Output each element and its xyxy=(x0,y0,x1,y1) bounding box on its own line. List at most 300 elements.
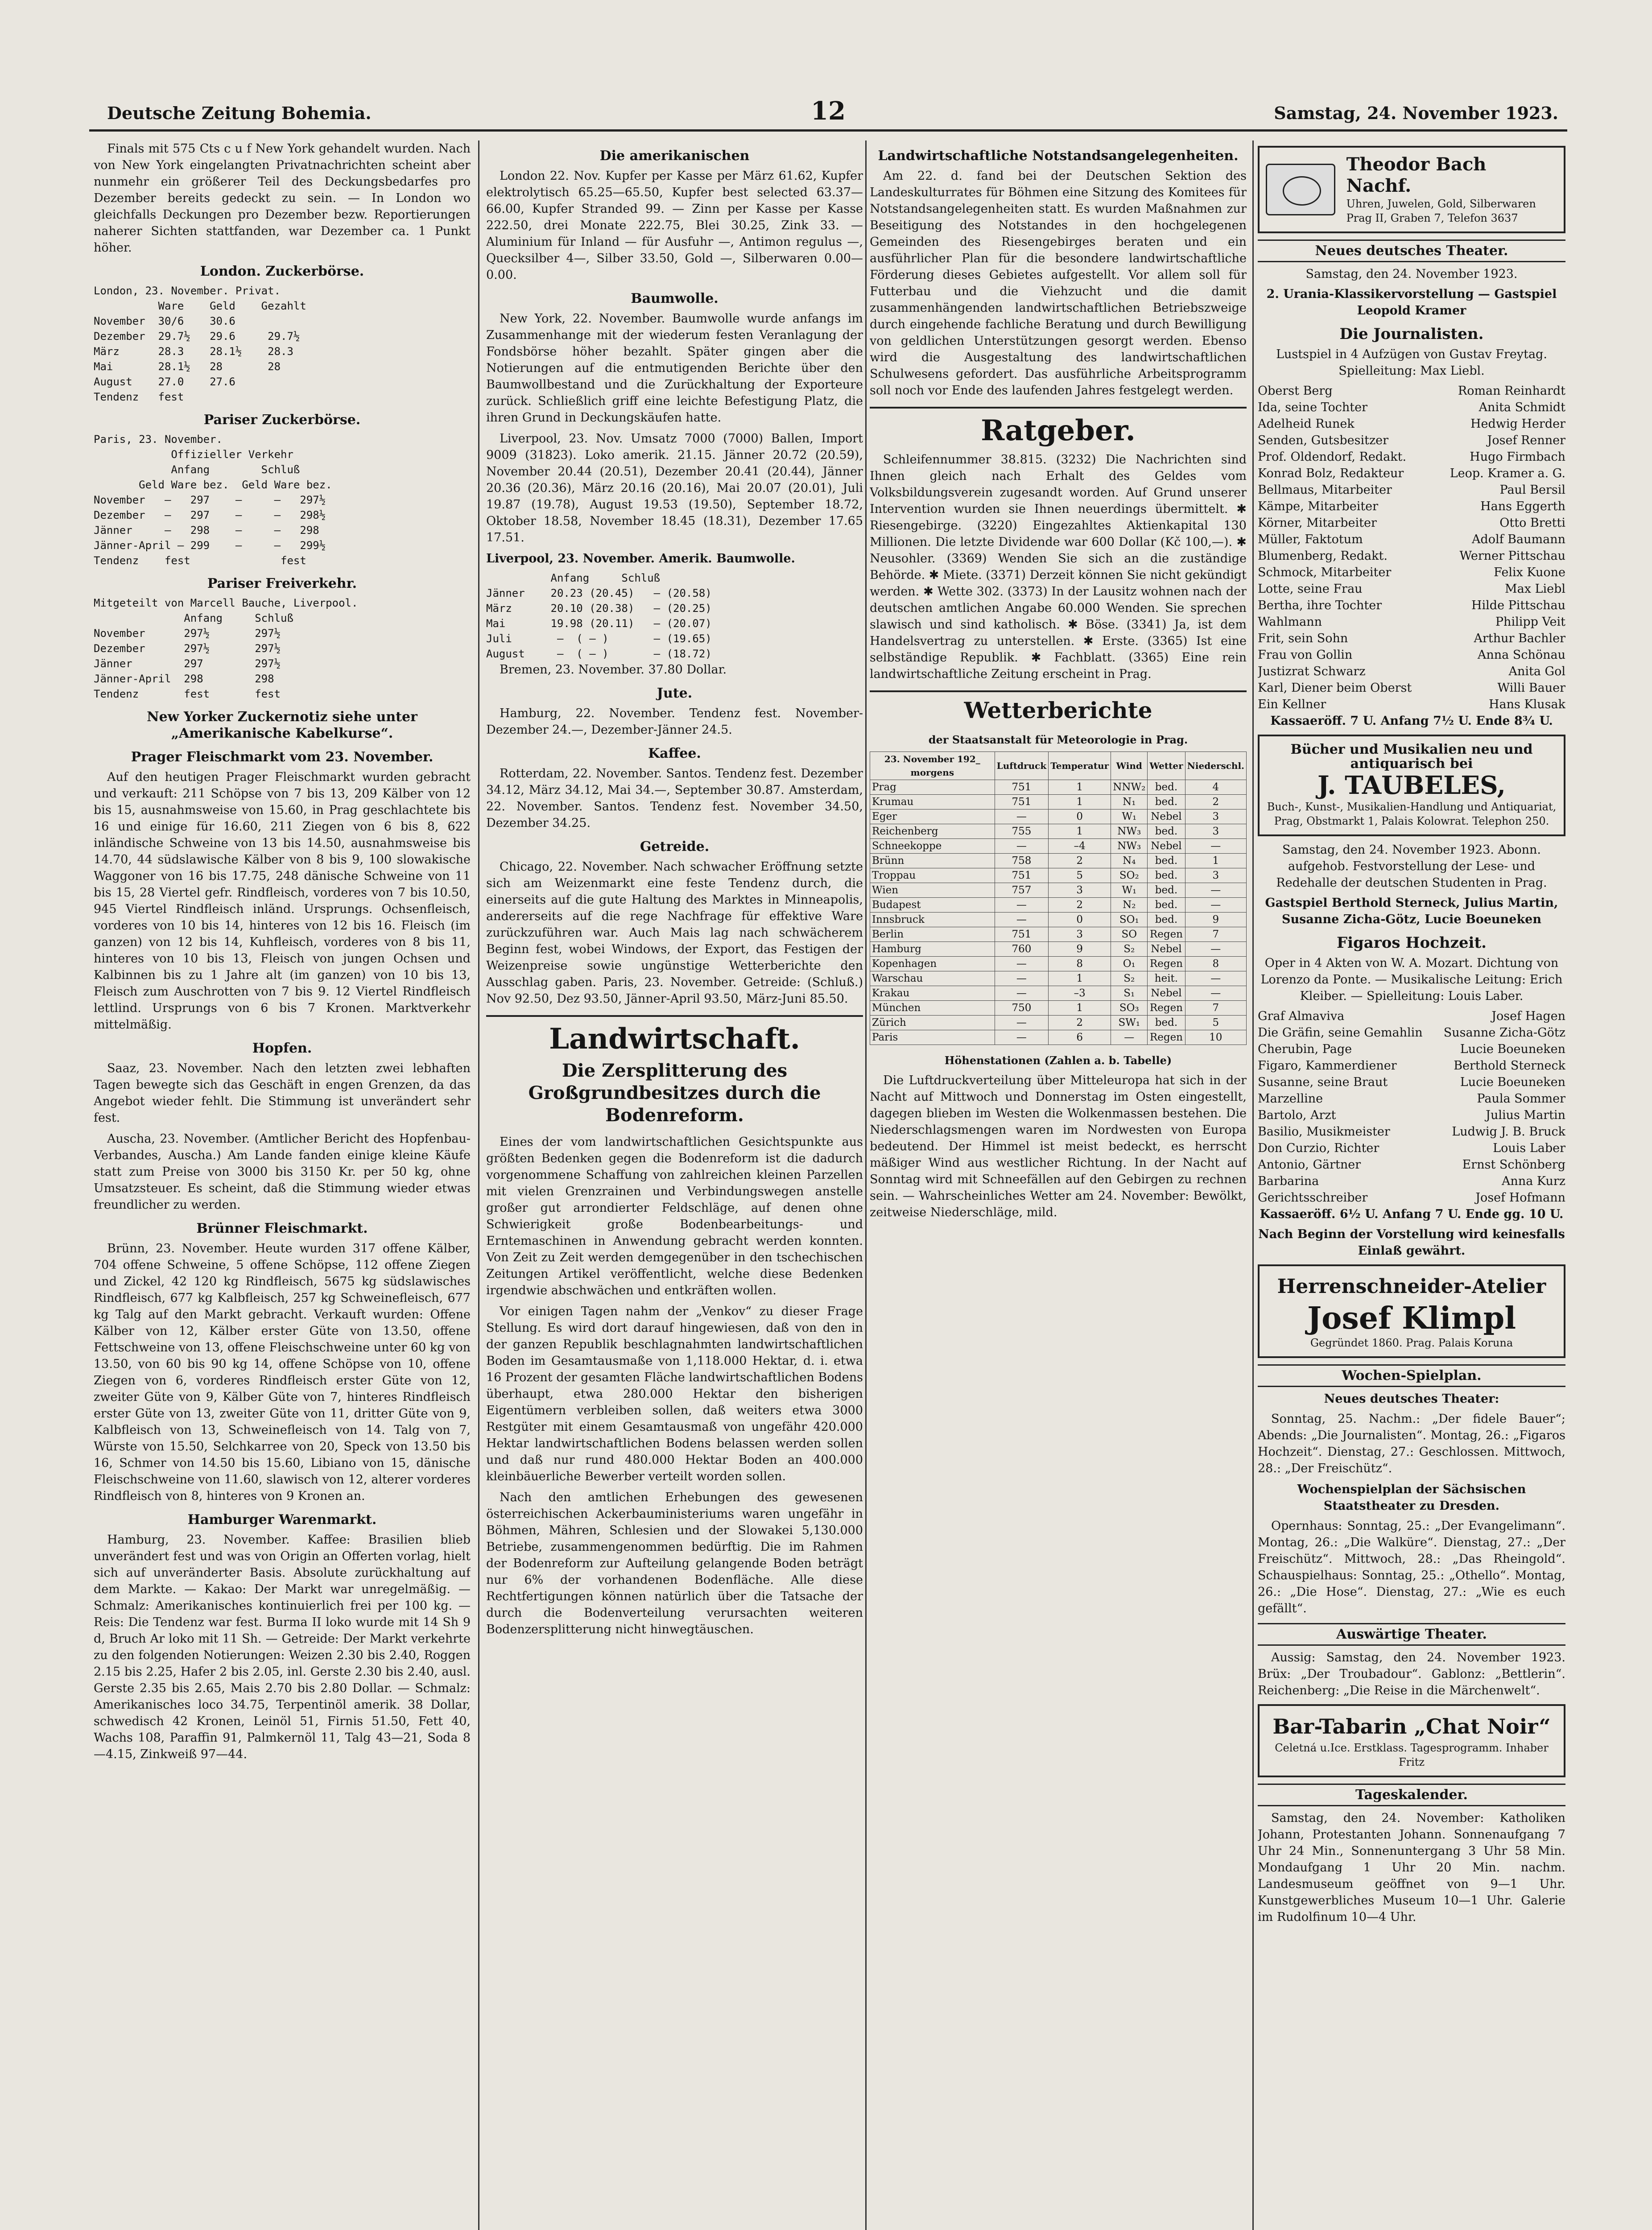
role-name: Barbarina xyxy=(1258,1174,1319,1188)
actor-name: Susanne Zicha-Götz xyxy=(1443,1026,1565,1040)
actor-name: Lucie Boeuneken xyxy=(1460,1075,1565,1089)
weather-cell: 5 xyxy=(1185,1016,1246,1030)
role-name: Bellmaus, Mitarbeiter xyxy=(1258,483,1392,497)
section-heading: Die amerikanischen xyxy=(599,148,750,164)
weather-cell: — xyxy=(1185,883,1246,898)
cast-row xyxy=(1258,630,1565,647)
weather-cell: 8 xyxy=(1049,957,1111,971)
weather-cell: NW₃ xyxy=(1111,824,1148,839)
cast-row xyxy=(1258,548,1565,564)
weather-cell: Nebel xyxy=(1148,986,1185,1001)
weather-cell: — xyxy=(1185,971,1246,986)
weather-cell: –3 xyxy=(1049,986,1111,1001)
ad-line: Bücher und Musikalien neu und antiquarisch bei xyxy=(1290,742,1533,772)
section-heading: Getreide. xyxy=(640,839,710,855)
cast-row xyxy=(1258,680,1565,696)
actor-name: Hans Klusak xyxy=(1489,698,1565,711)
cast-row xyxy=(1258,1140,1565,1156)
section-title-agriculture: Landwirtschaft. xyxy=(486,1015,863,1057)
section-heading: Wochen-Spielplan. xyxy=(1258,1364,1565,1387)
ad-name: Theodor Bach Nachf. xyxy=(1346,154,1487,196)
table-row xyxy=(870,883,1247,898)
cast-row xyxy=(1258,416,1565,432)
table-row xyxy=(870,780,1247,795)
weather-cell: 1 xyxy=(1049,795,1111,809)
festival-guests: Gastspiel Berthold Sterneck, Julius Martin, Susanne Zicha-Götz, Lucie Boeuneken xyxy=(1265,896,1558,926)
table-row xyxy=(870,957,1247,971)
paris-sugar-table: Paris, 23. November. Offizieller Verkehr Anfang Schluß Geld Ware bez. Geld Ware bez. November — 297 — — 297½ Dezember — 297 — — 298½ Jänner — 298 — — 298 Jänner-April — 299 — — 299½ Tendenz fest fest xyxy=(94,433,332,567)
table-row xyxy=(870,1030,1247,1045)
ad-line: Gegründet 1860. Prag. Palais Koruna xyxy=(1310,1337,1513,1349)
weather-cell: 1 xyxy=(1049,780,1111,795)
ad-taubeles xyxy=(1258,735,1565,836)
article-paragraph: Brünn, 23. November. Heute wurden 317 offene Kälber, 704 offene Schweine, 5 offene Schöpse, 112 offene Ziegen und Zickel, 42 120 kg Rindfleisch, 5675 kg südslawisches Rindfleisch, 677 kg Kalbfleisch, 257 kg Schweinefleisch, 677 kg Talg auf den Markt gebracht. Verkauft wurden: Offene Kälber von 12, Kälber erster Güte von 13.50, offene Fettschweine von 13, offene Fleischschweine unter 60 kg von 13.50, von 60 bis 90 kg 14, offene Schöpse von 10, offene Ziegen von 6, vorderes Rindfleisch erster Güte von 12, zweiter Güte von 9, Kälber Güte von 7, hinteres Rindfleisch erster Güte von 13, zweiter Güte von 11, dritter Güte von 9, Kalbfleisch von 13, Schweinefleisch von 14. Talg von 7, Würste von 15.50, Selchkarree von 20, Speck von 13.50 bis 16, Schmer von 14.50 bis 15.60, Libiano von 15, dänische Fleischschweine von 11.60, slawisch von 12, alterer vorderes Rindfleisch von 8, hinteres von 9 Kronen an. xyxy=(94,1242,471,1503)
weather-cell: 10 xyxy=(1185,1030,1246,1045)
sugar-price-table: London, 23. November. Privat. Ware Geld Gezahlt November 30/6 30.6 Dezember 29.7½ 29.6 29.7½ März 28.3 28.1½ 28.3 Mai 28.1½ 28 28 August 27.0 27.6 Tendenz fest xyxy=(94,285,306,403)
cast-row xyxy=(1258,1074,1565,1090)
weather-cell: 3 xyxy=(1185,809,1246,824)
weather-cell: S₁ xyxy=(1111,986,1148,1001)
ad-line: Celetná u.Ice. Erstklass. Tagesprogramm. Inhaber Fritz xyxy=(1275,1742,1549,1768)
weather-cell: heit. xyxy=(1148,971,1185,986)
station-name: Krakau xyxy=(870,986,995,1001)
cast-row xyxy=(1258,399,1565,416)
article-paragraph: Hamburg, 23. November. Kaffee: Brasilien blieb unverändert fest und was von Origin an Offerten vorlag, hielt sich auf unveränderter Basis. Absolute zurückhaltung auf dem Markte. — Kakao: Der Markt war unregelmäßig. — Schmalz: Amerikanisches kontinuierlich frei per 100 kg. — Reis: Die Tendenz war fest. Burma II loko wurde mit 14 Sh 9 d, Bruch Ar loko mit 11 Sh. — Getreide: Der Markt verkehrte zu den folgenden Notierungen: Weizen 2.30 bis 2.40, Roggen 2.15 bis 2.25, Hafer 2 bis 2.05, inl. Gerste 2.30 bis 2.40, ausl. Gerste 2.35 bis 2.65, Mais 2.70 bis 2.80 Dollar. — Schmalz: Amerikanisches loco 34.75, Terpentinöl amerik. 38 Dollar, schwedisch 42 Kronen, Leinöl 51, Firnis 51.50, Fett 40, Wachs 108, Paraffin 91, Palmkernöl 11, Talg 43—21, Soda 8—4.15, Zinkweiß 97—44. xyxy=(94,1533,471,1761)
ad-name: Josef Klimpl xyxy=(1307,1301,1516,1336)
weather-cell: 1 xyxy=(1049,971,1111,986)
table-row xyxy=(870,1001,1247,1016)
station-name: Krumau xyxy=(870,795,995,809)
section-heading: Auswärtige Theater. xyxy=(1258,1623,1565,1646)
weather-cell: 1 xyxy=(1049,824,1111,839)
actor-name: Hilde Pittschau xyxy=(1471,599,1565,612)
weather-cell: SO xyxy=(1111,927,1148,942)
column-divider xyxy=(1252,140,1254,2230)
weather-cell: 9 xyxy=(1049,942,1111,957)
weather-cell: 3 xyxy=(1049,927,1111,942)
station-name: Berlin xyxy=(870,927,995,942)
cast-row xyxy=(1258,383,1565,399)
section-heading: Landwirtschaftliche Notstandsangelegenheiten. xyxy=(878,148,1239,164)
column-advice-weather xyxy=(870,140,1247,2230)
weather-cell: — xyxy=(995,986,1049,1001)
role-name: Adelheid Runek xyxy=(1258,417,1355,431)
weather-cell: 5 xyxy=(1049,868,1111,883)
cast-row xyxy=(1258,1057,1565,1074)
actor-name: Hugo Firmbach xyxy=(1470,450,1565,464)
weather-cell: — xyxy=(995,809,1049,824)
weather-cell: SO₃ xyxy=(1111,1001,1148,1016)
actor-name: Berthold Sterneck xyxy=(1454,1059,1565,1073)
actor-name: Julius Martin xyxy=(1486,1108,1565,1122)
watch-icon xyxy=(1266,164,1335,215)
weather-cell: bed. xyxy=(1148,780,1185,795)
section-heading: London. Zuckerbörse. xyxy=(200,264,364,279)
article-paragraph: Auf den heutigen Prager Fleischmarkt wurden gebracht und verkauft: 211 Schöpse von 7 bis 13, 209 Kälber von 12 bis 15, ausnahmsweise von 15.60, in Prag geschlachtete bis 16 und einige für 16.60, 211 Ziegen von 6 bis 8, 622 inländische Schweine von 13 bis 14.50, ausnahmsweise bis 14.70, 44 südslawische Kälber von 8 bis 9, 100 slowakische Waggoner von 16 bis 17.75, 248 dänische Schweine von 11 bis 15, 28 Viertel gefr. Rindfleisch, vorderes von 7 bis 10.50, 945 Viertel Rindfleisch inländ. Ursprungs. Ochsenfleisch, vorderes von 10 bis 14, hinteres von 12 bis 16. Fleisch (im ganzen) von 12 bis 14, Kuhfleisch, vorderes von 8 bis 11, hinteres von 10 bis 13, Fleisch von jungen Ochsen und Kalbinnen bis zu 1 Jahre alt (im ganzen) von 10 bis 13, Fleisch zum Auschrotten von 7 bis 9. 12 Viertel Rindfleisch lettlind. Ursprungs von 6 bis 7 Kronen. Marktverkehr mittelmäßig. xyxy=(94,770,471,1032)
actor-name: Josef Hagen xyxy=(1491,1009,1565,1023)
table-row xyxy=(870,868,1247,883)
weather-cell: S₂ xyxy=(1111,971,1148,986)
role-name: Susanne, seine Braut xyxy=(1258,1075,1388,1089)
cast-row xyxy=(1258,1024,1565,1041)
table-row xyxy=(870,898,1247,913)
weather-cell: NW₃ xyxy=(1111,839,1148,854)
cast-row xyxy=(1258,564,1565,581)
weather-cell: 4 xyxy=(1185,780,1246,795)
weather-cell: 2 xyxy=(1049,854,1111,868)
actor-name: Werner Pittschau xyxy=(1459,549,1565,563)
actor-name: Philipp Veit xyxy=(1495,615,1565,629)
weather-cell: 7 xyxy=(1185,1001,1246,1016)
table-row xyxy=(870,839,1247,854)
station-name: Schneekoppe xyxy=(870,839,995,854)
ad-line: Buch-, Kunst-, Musikalien-Handlung und Antiquariat, Prag, Obstmarkt 1, Palais Kolowrat. Telephon 250. xyxy=(1267,801,1557,827)
section-heading: Hopfen. xyxy=(252,1041,312,1056)
weather-cell: — xyxy=(995,839,1049,854)
weather-cell: 0 xyxy=(1049,809,1111,824)
actor-name: Max Liebl xyxy=(1504,582,1565,596)
actor-name: Hans Eggerth xyxy=(1480,500,1565,513)
role-name: Ida, seine Tochter xyxy=(1258,401,1368,414)
weather-cell: Regen xyxy=(1148,927,1185,942)
table-caption: Liverpool, 23. November. Amerik. Baumwolle. xyxy=(486,552,795,566)
article-paragraph: Samstag, den 24. November: Katholiken Johann, Protestanten Johann. Sonnenaufgang 7 Uhr 24 Min., Sonnenuntergang 3 Uhr 58 Min. Mondaufgang 1 Uhr 20 Min. nachm. Landesmuseum geöffnet von 9—1 Uhr. Kunstgewerbliches Museum 10—1 Uhr. Galerie im Rudolfinum 10—4 Uhr. xyxy=(1258,1811,1565,1924)
subheading: Wochenspielplan der Sächsischen Staatstheater zu Dresden. xyxy=(1297,1483,1526,1513)
weather-column-header: 23. November 192_ morgens xyxy=(870,752,995,780)
actor-name: Willi Bauer xyxy=(1497,681,1565,695)
entry-note: Nach Beginn der Vorstellung wird keinesfalls Einlaß gewährt. xyxy=(1258,1227,1565,1258)
actor-name: Louis Laber xyxy=(1493,1141,1565,1155)
station-name: Zürich xyxy=(870,1016,995,1030)
station-name: Hamburg xyxy=(870,942,995,957)
section-heading: Jute. xyxy=(657,686,693,701)
weather-cell: — xyxy=(995,1030,1049,1045)
station-name: Wien xyxy=(870,883,995,898)
role-name: Cherubin, Page xyxy=(1258,1042,1352,1056)
role-name: Lotte, seine Frau xyxy=(1258,582,1363,596)
subheading: Neues deutsches Theater: xyxy=(1324,1392,1499,1406)
actor-name: Anna Schönau xyxy=(1477,648,1565,662)
actor-name: Josef Renner xyxy=(1487,434,1565,447)
station-name: München xyxy=(870,1001,995,1016)
cast-row xyxy=(1258,432,1565,449)
weather-cell: W₁ xyxy=(1111,883,1148,898)
weather-cell: 755 xyxy=(995,824,1049,839)
weather-cell: bed. xyxy=(1148,883,1185,898)
festival-line: Samstag, den 24. November 1923. Abonn. aufgehob. Festvorstellung der Lese- und Redehalle der deutschen Studenten in Prag. xyxy=(1276,843,1547,890)
article-paragraph: Auscha, 23. November. (Amtlicher Bericht des Hopfenbau-Verbandes, Auscha.) Am Lande fanden einige kleine Käufe statt zum Preise von 3000 bis 3150 Kr. per 50 kg, ohne Umsatzsteuer. Es scheint, daß die Stimmung wieder etwas freundlicher zu werden. xyxy=(94,1132,471,1212)
section-title-weather: Wetterberichte xyxy=(870,690,1247,724)
free-market-table: Mitgeteilt von Marcell Bauche, Liverpool. Anfang Schluß November 297½ 297½ Dezember 297½ 297½ Jänner 297 297½ Jänner-April 298 298 Tendenz fest fest xyxy=(94,597,358,700)
opera-subtitle: Oper in 4 Akten von W. A. Mozart. Dichtung von Lorenzo da Ponte. — Musikalische Leitung: Erich Kleiber. — Spielleitung: Louis Laber. xyxy=(1260,956,1563,1003)
weather-cell: — xyxy=(1111,1030,1148,1045)
actor-name: Leop. Kramer a. G. xyxy=(1450,467,1565,480)
weather-cell: NNW₂ xyxy=(1111,780,1148,795)
article-paragraph: Aussig: Samstag, den 24. November 1923. Brüx: „Der Troubadour“. Gablonz: „Bettlerin“. Reichenberg: „Die Reise in die Märchenwelt“. xyxy=(1258,1651,1565,1697)
role-name: Müller, Faktotum xyxy=(1258,533,1363,546)
weather-cell: — xyxy=(1185,898,1246,913)
role-name: Don Curzio, Richter xyxy=(1258,1141,1379,1155)
section-title-advice: Ratgeber. xyxy=(870,407,1247,449)
weather-cell: bed. xyxy=(1148,854,1185,868)
role-name: Oberst Berg xyxy=(1258,384,1333,398)
weather-cell: Regen xyxy=(1148,1030,1185,1045)
role-name: Figaro, Kammerdiener xyxy=(1258,1059,1397,1073)
article-paragraph: Sonntag, 25. Nachm.: „Der fidele Bauer“; Abends: „Die Journalisten“. Montag, 26.: „Figaros Hochzeit“. Dienstag, 27.: Geschlossen. Mittwoch, 28.: „Der Freischütz“. xyxy=(1258,1412,1565,1475)
weather-cell: — xyxy=(1185,839,1246,854)
table-row xyxy=(870,1016,1247,1030)
role-name: Senden, Gutsbesitzer xyxy=(1258,434,1389,447)
role-name: Graf Almaviva xyxy=(1258,1009,1345,1023)
table-row xyxy=(870,795,1247,809)
cast-row xyxy=(1258,465,1565,482)
cast-row xyxy=(1258,1156,1565,1173)
article-paragraph: Bremen, 23. November. 37.80 Dollar. xyxy=(500,663,727,677)
cast-row xyxy=(1258,614,1565,630)
section-heading: Tageskalender. xyxy=(1258,1784,1565,1806)
weather-cell: 751 xyxy=(995,868,1049,883)
actor-name: Ernst Schönberg xyxy=(1462,1158,1565,1172)
cast-row xyxy=(1258,597,1565,614)
station-name: Budapest xyxy=(870,898,995,913)
actor-name: Anna Kurz xyxy=(1501,1174,1565,1188)
column-theater-ads xyxy=(1258,140,1565,2230)
weather-column-header: Niederschl. xyxy=(1185,752,1246,780)
table-row xyxy=(870,809,1247,824)
article-paragraph: Nach den amtlichen Erhebungen des gewesenen österreichischen Ackerbauministeriums waren ungefähr in Böhmen, Mähren, Schlesien und der Slowakei 5,130.000 Betriebe, zusammengenommen bedürftig. Die im Rahmen der Bodenreform zur Aufteilung gelangende Boden beträgt nur 6% der vorhandenen Bodenfläche. Alle diese Rechtfertigungen können natürlich über die Tatsache der durch die Bodenverteilung verursachten weiteren Bodenzersplitterung nicht hinwegtäuschen. xyxy=(486,1491,863,1636)
role-name: Marzelline xyxy=(1258,1092,1323,1106)
cast-row xyxy=(1258,1173,1565,1189)
weather-cell: 8 xyxy=(1185,957,1246,971)
table-row xyxy=(870,971,1247,986)
cast-row xyxy=(1258,647,1565,663)
page-number: 12 xyxy=(811,96,846,126)
cast-row xyxy=(1258,1008,1565,1024)
actor-name: Felix Kuone xyxy=(1494,566,1565,579)
station-name: Kopenhagen xyxy=(870,957,995,971)
section-heading: Kaffee. xyxy=(648,746,701,761)
issue-date: Samstag, 24. November 1923. xyxy=(1274,103,1558,123)
weather-cell: 2 xyxy=(1049,1016,1111,1030)
cast-row xyxy=(1258,663,1565,680)
station-name: Brünn xyxy=(870,854,995,868)
cast-row xyxy=(1258,1107,1565,1123)
cast-row xyxy=(1258,1041,1565,1057)
article-paragraph: Schleifennummer 38.815. (3232) Die Nachrichten sind Ihnen gleich nach Erhalt des Geldes vom Volksbildungsverein zugesandt worden. Auf Grund unserer Intervention wurden sie Ihnen neuerdings übermittelt. ✱ Riesengebirge. (3220) Eingezahltes Aktienkapital 130 Millionen. Die letzte Dividende war 600 Dollar (Kč 100,—). ✱ Neusohler. (3369) Wenden Sie sich an die zuständige Behörde. ✱ Miete. (3371) Derzeit können Sie nicht gekündigt werden. ✱ Wette 302. (3373) In der Lausitz wohnen nach der deutschen amtlichen Angabe 60.000 Wenden. Sie sprechen slawisch und sind katholisch. ✱ Böse. (3341) Ja, ist dem Handelsvertrag zu unterstellen. ✱ Erste. (3365) Ist eine selbständige Republik. ✱ Fachblatt. (3365) Eine rein landwirtschaftliche Zeitung erscheint in Prag. xyxy=(870,453,1247,681)
role-name: Karl, Diener beim Oberst xyxy=(1258,681,1412,695)
role-name: Antonio, Gärtner xyxy=(1258,1158,1361,1172)
role-name: Ein Kellner xyxy=(1258,698,1326,711)
role-name: Basilio, Musikmeister xyxy=(1258,1125,1390,1139)
role-name: Schmock, Mitarbeiter xyxy=(1258,566,1392,579)
weather-cell: 7 xyxy=(1185,927,1246,942)
role-name: Gerichtsschreiber xyxy=(1258,1191,1368,1205)
station-name: Paris xyxy=(870,1030,995,1045)
cast-row xyxy=(1258,1189,1565,1206)
role-name: Blumenberg, Redakt. xyxy=(1258,549,1388,563)
actor-name: Paul Bersil xyxy=(1499,483,1565,497)
actor-name: Ludwig J. B. Bruck xyxy=(1452,1125,1565,1139)
cast-list xyxy=(1258,383,1565,713)
table-row xyxy=(870,854,1247,868)
article-paragraph: Saaz, 23. November. Nach den letzten zwei lebhaften Tagen bewegte sich das Geschäft in engen Grenzen, da das Angebot wieder fehlt. Die Stimmung ist unverändert sehr fest. xyxy=(94,1061,471,1125)
weather-cell: 750 xyxy=(995,1001,1049,1016)
table-row xyxy=(870,927,1247,942)
weather-cell: bed. xyxy=(1148,795,1185,809)
section-heading: Prager Fleischmarkt vom 23. November. xyxy=(131,749,434,765)
weather-cell: 1 xyxy=(1185,854,1246,868)
station-name: Reichenberg xyxy=(870,824,995,839)
weather-table xyxy=(870,752,1247,1045)
weather-cell: 3 xyxy=(1049,883,1111,898)
article-paragraph: Vor einigen Tagen nahm der „Venkov“ zu dieser Frage Stellung. Es wird dort darauf hingewiesen, daß von den in der ganzen Republik beschlagnahmten landwirtschaftlichen Boden im Gesamtausmaße von 1,118.000 Hektar, d. i. etwa 16 Prozent der gesamten Fläche landwirtschaftlichen Bodens überhaupt, etwa 280.000 Hektar den bisherigen Eigentümern verbleiben sollen, daß weiters etwa 3000 Restgüter mit einem Gesamtausmaß von ungefähr 420.000 Hektar landwirtschaftlichen Bodens belassen werden sollen und daß nur rund 480.000 Hektar Boden an 400.000 kleinbäuerliche Bewerber verteilt worden sollen. xyxy=(486,1305,863,1483)
page-header xyxy=(89,94,1567,132)
article-paragraph: Liverpool, 23. Nov. Umsatz 7000 (7000) Ballen, Import 9009 (31823). Loko amerik. 21.15. Jänner 20.72 (20.59), November 20.44 (20.51), Dezember 20.41 (20.44), Jänner 20.36 (20.36), März 20.16 (20.16), Mai 20.07 (20.01), Juli 19.87 (19.78), August 19.53 (19.50), September 18.72, Oktober 18.58, November 18.45 (18.31), Dezember 17.65 17.51. xyxy=(486,432,863,545)
article-paragraph: Am 22. d. fand bei der Deutschen Sektion des Landeskulturrates für Böhmen eine Sitzung des Komitees für Notstandsangelegenheiten statt. Es wurden Maßnahmen zur Beseitigung des Notstandes in den hochgelegenen Gemeinden des Riesengebirges beraten und ein ausführlicher Plan für die besondere landwirtschaftliche Förderung dieses Gebietes aufgestellt. Vor allem soll für Futterbau und die Viehzucht und die damit zusammenhängenden landwirtschaftlichen Betriebszweige durch eingehende fachliche Beratung und durch Bewilligung von geldlichen Unterstützungen gesorgt werden. Ebenso wird die Ausgestaltung des landwirtschaftlichen Schulwesens gefordert. Das ausführliche Arbeitsprogramm soll noch vor Ende des laufenden Jahres festgelegt werden. xyxy=(870,169,1247,397)
cast-row xyxy=(1258,1123,1565,1140)
cast-row xyxy=(1258,515,1565,531)
weather-column-header: Wind xyxy=(1111,752,1148,780)
weather-cell: 9 xyxy=(1185,913,1246,927)
weather-cell: 751 xyxy=(995,927,1049,942)
actor-name: Josef Hofmann xyxy=(1475,1191,1565,1205)
weather-cell: — xyxy=(1185,986,1246,1001)
role-name: Frau von Gollin xyxy=(1258,648,1353,662)
article-paragraph: Chicago, 22. November. Nach schwacher Eröffnung setzte sich am Weizenmarkt eine feste Tendenz durch, die einerseits auf die gute Haltung des Marktes in Minneapolis, andererseits auf die rege Nachfrage für effektive Ware zurückzuführen war. Auch Mais lag nach schwächerem Beginn fest, wobei Windows, der Export, das Festigen der Weizenpreise sowie ungünstige Wetterberichte den Ausschlag gaben. Paris, 23. November. Getreide: (Schluß.) Nov 92.50, Dez 93.50, Jänner-April 93.50, März-Juni 85.50. xyxy=(486,860,863,1006)
role-name: Kämpe, Mitarbeiter xyxy=(1258,500,1379,513)
cast-row xyxy=(1258,581,1565,597)
actor-name: Lucie Boeuneken xyxy=(1460,1042,1565,1056)
weather-cell: — xyxy=(1185,942,1246,957)
ad-line: Prag II, Graben 7, Telefon 3637 xyxy=(1346,212,1518,224)
ad-line: Herrenschneider-Atelier xyxy=(1277,1275,1546,1298)
article-paragraph: Opernhaus: Sonntag, 25.: „Der Evangelimann“. Montag, 26.: „Die Walküre“. Dienstag, 27.: „Der Freischütz“. Mittwoch, 28.: „Das Rheingold“. Schauspielhaus: Sonntag, 25.: „Othello“. Montag, 26.: „Die Hose“. Dienstag, 27.: „Wie es euch gefällt“. xyxy=(1258,1519,1565,1615)
actor-name: Paula Sommer xyxy=(1477,1092,1565,1106)
role-name: Die Gräfin, seine Gemahlin xyxy=(1258,1026,1423,1040)
ad-name: Bar-Tabarin „Chat Noir“ xyxy=(1272,1714,1551,1739)
weather-column-header: Wetter xyxy=(1148,752,1185,780)
weather-cell: bed. xyxy=(1148,913,1185,927)
article-paragraph: New York, 22. November. Baumwolle wurde anfangs im Zusammenhange mit der wiederum festen Veranlagung der Fondsbörse höher bezahlt. Später gingen aber die Notierungen auf die entmutigenden Berichte über den Baumwollbestand und die Zurückhaltung der Exporteure zurück. Schließlich griff eine leichte Befestigung Platz, die ihren Grund in Deckungskäufen hatte. xyxy=(486,312,863,425)
article-paragraph: Rotterdam, 22. November. Santos. Tendenz fest. Dezember 34.12, März 34.12, Mai 34.—, September 30.87. Amsterdam, 22. November. Santos. Tendenz fest. November 34.50, Dezember 34.25. xyxy=(486,767,863,830)
ad-chat-noir xyxy=(1258,1704,1565,1777)
actor-name: Anita Gol xyxy=(1508,665,1565,678)
weather-cell: Regen xyxy=(1148,1001,1185,1016)
weather-cell: –4 xyxy=(1049,839,1111,854)
weather-cell: 1 xyxy=(1049,1001,1111,1016)
weather-cell: Nebel xyxy=(1148,942,1185,957)
weather-cell: Nebel xyxy=(1148,839,1185,854)
actor-name: Adolf Baumann xyxy=(1471,533,1565,546)
station-name: Warschau xyxy=(870,971,995,986)
article-paragraph: London 22. Nov. Kupfer per Kasse per März 61.62, Kupfer elektrolytisch 65.25—65.50, Kupfer best selected 63.37—66.00, Kupfer Stranded 99. — Zinn per Kasse per Kasse 222.50, drei Monate 222.75, Blei 30.25, Zink 33. — Aluminium für Inland — für Ausfuhr —, Antimon regulus —, Quecksilber 4—, Silber 33.50, Gold —, Silberwaren 0.00—0.00. xyxy=(486,169,863,282)
article-paragraph: Eines der vom landwirtschaftlichen Gesichtspunkte aus größten Bedenken gegen die Bodenreform ist die dadurch vorgenommene Schaffung von zahlreichen kleinen Parzellen mit vielen Grenzrainen und Verbindungswegen anstelle großer gut arrondierter Feldschläge, auf denen ohne Schwierigkeit große Bodenbearbeitungs- und Erntemaschinen in Anwendung gebracht werden konnten. Von Zeit zu Zeit werden demgegenüber in den tschechischen Zeitungen Artikel veröffentlicht, welche diese Bedenken irgendwie abschwächen und entkräften wollen. xyxy=(486,1135,863,1297)
role-name: Frit, sein Sohn xyxy=(1258,632,1348,645)
weather-cell: Regen xyxy=(1148,957,1185,971)
show-times: Kassaeröff. 6½ U. Anfang 7 U. Ende gg. 10 U. xyxy=(1260,1207,1564,1221)
weather-cell: 2 xyxy=(1185,795,1246,809)
cast-row xyxy=(1258,449,1565,465)
station-name: Prag xyxy=(870,780,995,795)
weather-cell: O₁ xyxy=(1111,957,1148,971)
weather-cell: bed. xyxy=(1148,898,1185,913)
theater-show: 2. Urania-Klassikervorstellung — Gastspiel Leopold Kramer xyxy=(1266,287,1557,318)
role-name: Bartolo, Arzt xyxy=(1258,1108,1336,1122)
weather-cell: 3 xyxy=(1185,824,1246,839)
role-name: Prof. Oldendorf, Redakt. xyxy=(1258,450,1407,464)
table-row xyxy=(870,824,1247,839)
station-name: Innsbruck xyxy=(870,913,995,927)
weather-cell: 757 xyxy=(995,883,1049,898)
section-heading: Hamburger Warenmarkt. xyxy=(187,1512,377,1528)
section-heading: Pariser Freiverkehr. xyxy=(207,576,357,591)
ad-klimpl xyxy=(1258,1264,1565,1358)
intro-paragraph: Finals mit 575 Cts c u f New York gehandelt wurden. Nach von New York eingelangten Privatnachrichten scheint aber nunmehr ein größerer Teil des Deckungsbedarfes pro Dezember bereits gedeckt zu sein. — In London wo gleichfalls Deckungen pro Dezember bezw. Reportierungen naherer Sichten stattfanden, war Dezember ca. 1 Punkt höher. xyxy=(94,142,471,255)
weather-cell: bed. xyxy=(1148,868,1185,883)
weather-cell: — xyxy=(995,1016,1049,1030)
weather-cell: — xyxy=(995,957,1049,971)
cast-row xyxy=(1258,1090,1565,1107)
weather-note: Höhenstationen (Zahlen a. b. Tabelle) xyxy=(944,1054,1172,1067)
weather-cell: 6 xyxy=(1049,1030,1111,1045)
ad-theodor-bach xyxy=(1258,146,1565,233)
weather-cell: 760 xyxy=(995,942,1049,957)
weather-cell: N₁ xyxy=(1111,795,1148,809)
ad-line: Uhren, Juwelen, Gold, Silberwaren xyxy=(1346,198,1536,210)
section-heading: Pariser Zuckerbörse. xyxy=(203,412,361,428)
play-subtitle: Lustspiel in 4 Aufzügen von Gustav Freytag. Spielleitung: Max Liebl. xyxy=(1276,347,1547,378)
weather-cell: SO₁ xyxy=(1111,913,1148,927)
weather-cell: W₁ xyxy=(1111,809,1148,824)
weather-cell: — xyxy=(995,898,1049,913)
weather-column-header: Luftdruck xyxy=(995,752,1049,780)
theater-date: Samstag, den 24. November 1923. xyxy=(1305,267,1518,281)
ad-name: J. TAUBELES, xyxy=(1317,771,1506,800)
cotton-price-table: Anfang Schluß Jänner 20.23 (20.45) — (20.58) März 20.10 (20.38) — (20.25) Mai 19.98 (20.11) — (20.07) Juli — ( — ) — (19.65) August — ( — ) — (18.72) xyxy=(486,572,712,660)
cast-row xyxy=(1258,482,1565,498)
column-divider xyxy=(478,140,479,2230)
weather-cell: 751 xyxy=(995,795,1049,809)
weather-cell: 3 xyxy=(1185,868,1246,883)
weather-cell: 2 xyxy=(1049,898,1111,913)
role-name: Wahlmann xyxy=(1258,615,1322,629)
column-market-reports xyxy=(94,140,471,2230)
weather-cell: SO₂ xyxy=(1111,868,1148,883)
play-title: Die Journalisten. xyxy=(1339,325,1484,343)
weather-cell: 758 xyxy=(995,854,1049,868)
weather-cell: 0 xyxy=(1049,913,1111,927)
cast-row xyxy=(1258,696,1565,713)
role-name: Justizrat Schwarz xyxy=(1258,665,1366,678)
weather-cell: N₂ xyxy=(1111,898,1148,913)
table-row xyxy=(870,942,1247,957)
section-note: New Yorker Zuckernotiz siehe unter „Amerikanische Kabelkurse“. xyxy=(147,709,417,741)
theater-heading: Neues deutsches Theater. xyxy=(1258,240,1565,262)
article-paragraph: Die Luftdruckverteilung über Mitteleuropa hat sich in der Nacht auf Mittwoch und Donnerstag im Osten eingestellt, dagegen blieben im Westen die Wolkenmassen bestehen. Die Niederschlagsmengen waren im Nordwesten von Europa bedeutend. Der Himmel ist meist bedeckt, es herrscht mäßiger Wind aus westlicher Richtung. In der Nacht auf Sonntag wird mit Schneefällen auf den Gebirgen zu rechnen sein. — Wahrscheinliches Wetter am 24. November: Bewölkt, zeitweise Niederschläge, mild. xyxy=(870,1074,1247,1219)
weather-subtitle: der Staatsanstalt für Meteorologie in Prag. xyxy=(928,733,1188,746)
section-heading: Brünner Fleischmarkt. xyxy=(196,1221,368,1236)
weather-cell: Nebel xyxy=(1148,809,1185,824)
weather-cell: 751 xyxy=(995,780,1049,795)
weather-column-header: Temperatur xyxy=(1049,752,1111,780)
role-name: Bertha, ihre Tochter xyxy=(1258,599,1382,612)
weather-cell: S₂ xyxy=(1111,942,1148,957)
article-headline: Die Zersplitterung des Großgrundbesitzes durch die Bodenreform. xyxy=(528,1060,821,1126)
weather-cell: N₄ xyxy=(1111,854,1148,868)
table-row xyxy=(870,913,1247,927)
station-name: Troppau xyxy=(870,868,995,883)
role-name: Körner, Mitarbeiter xyxy=(1258,516,1377,530)
